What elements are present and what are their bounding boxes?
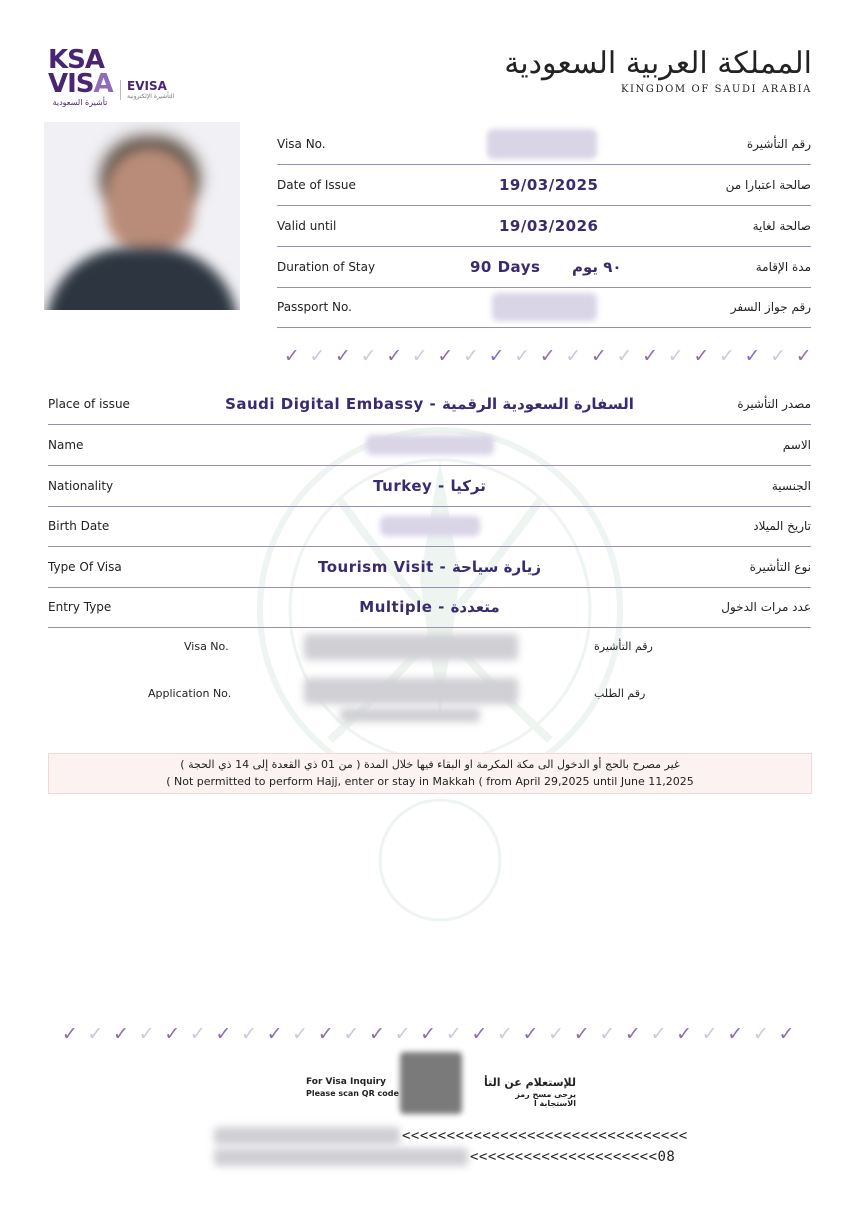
check-mark-icon: ✓: [522, 1023, 539, 1045]
check-mark-icon: ✓: [113, 1023, 129, 1045]
visa-no-label: Visa No.: [277, 137, 326, 151]
check-mark-icon: ✓: [164, 1023, 181, 1045]
name-label: Name: [48, 438, 84, 452]
birth-date-row: [48, 506, 811, 547]
nationality-value: Turkey - تركيا: [373, 477, 486, 495]
check-mark-icon: ✓: [770, 345, 787, 367]
sub-application-no-redacted: [304, 678, 518, 704]
visa-no-redacted: [487, 129, 597, 159]
check-mark-icon: ✓: [795, 345, 812, 367]
type-of-visa-label: Type Of Visa: [48, 560, 122, 574]
date-of-issue-label: Date of Issue: [277, 178, 356, 192]
check-mark-icon: ✓: [693, 345, 710, 367]
check-mark-icon: ✓: [471, 1023, 488, 1045]
check-mark-icon: ✓: [718, 345, 735, 367]
ksa-logo-subtitle: تأشيرة السعودية: [52, 98, 108, 107]
name-row: [48, 425, 811, 466]
check-mark-icon: ✓: [215, 1023, 232, 1045]
sub-visa-no-redacted: [304, 634, 518, 660]
passport-no-label: Passport No.: [277, 300, 352, 314]
mrz-line1: <<<<<<<<<<<<<<<<<<<<<<<<<<<<<<<<: [402, 1128, 688, 1144]
check-mark-icon: ✓: [283, 345, 300, 367]
date-of-issue-label-ar: صالحة اعتبارا من: [725, 178, 811, 192]
birth-date-label: Birth Date: [48, 519, 110, 533]
passport-no-redacted: [492, 293, 597, 321]
check-mark-icon: ✓: [642, 345, 659, 367]
valid-until-value: 19/03/2026: [499, 217, 599, 235]
check-mark-icon: ✓: [650, 1023, 667, 1045]
ksa-logo-vis: VIS: [48, 69, 94, 99]
check-mark-icon: ✓: [514, 345, 531, 367]
hajj-notice: [48, 753, 812, 794]
ksa-logo-a: A: [93, 69, 113, 99]
check-mark-icon: ✓: [309, 345, 326, 367]
place-of-issue-label: Place of issue: [48, 397, 130, 411]
birth-date-label-ar: تاريخ الميلاد: [753, 519, 811, 533]
check-mark-icon: ✓: [667, 345, 684, 367]
nationality-label-ar: الجنسية: [771, 479, 811, 493]
name-redacted: [366, 435, 494, 455]
duration-label: Duration of Stay: [277, 260, 376, 274]
kingdom-title-ar: المملكة العربية السعودية: [504, 46, 812, 81]
holder-photo: [44, 122, 240, 310]
kingdom-title-en: KINGDOM OF SAUDI ARABIA: [620, 84, 812, 95]
valid-until-label: Valid until: [277, 219, 337, 233]
check-mark-icon: ✓: [437, 345, 454, 367]
check-mark-icon: ✓: [420, 1023, 437, 1045]
kingdom-title: [504, 44, 812, 95]
check-mark-icon: ✓: [266, 1023, 283, 1045]
qr-code[interactable]: [400, 1052, 462, 1114]
check-mark-icon: ✓: [368, 1023, 385, 1045]
evisa-logo: [120, 80, 174, 100]
entry-type-label: Entry Type: [48, 600, 112, 614]
sub-application-no-label: Application No.: [148, 687, 232, 700]
sub-application-no-redacted-2: [340, 708, 480, 722]
check-band-top: [279, 345, 816, 367]
duration-row: [277, 247, 811, 288]
check-mark-icon: ✓: [87, 1023, 104, 1045]
check-mark-icon: ✓: [548, 1023, 565, 1045]
check-mark-icon: ✓: [539, 345, 556, 367]
duration-label-ar: مدة الإقامة: [755, 260, 811, 274]
check-mark-icon: ✓: [488, 345, 505, 367]
type-of-visa-row: [48, 547, 811, 588]
check-mark-icon: ✓: [343, 1023, 360, 1045]
inquiry-subtitle-en: Please scan QR code: [306, 1089, 399, 1098]
nationality-label: Nationality: [48, 479, 114, 493]
place-of-issue-value: Saudi Digital Embassy - السفارة السعودية الرقمية: [225, 395, 634, 413]
entry-type-row: [48, 587, 811, 628]
check-mark-icon: ✓: [573, 1023, 590, 1045]
visa-no-row: [277, 124, 811, 165]
check-mark-icon: ✓: [744, 345, 761, 367]
ksa-logo-line2: [48, 69, 128, 99]
evisa-title: EVISA: [127, 79, 167, 93]
passport-no-label-ar: رقم جواز السفر: [730, 300, 811, 314]
check-mark-icon: ✓: [462, 345, 479, 367]
evisa-subtitle: التأشيرة الإلكترونية: [127, 93, 175, 100]
check-mark-icon: ✓: [411, 345, 428, 367]
entry-type-label-ar: عدد مرات الدخول: [721, 600, 811, 614]
mrz-line2-redacted: [214, 1148, 468, 1166]
check-mark-icon: ✓: [624, 1023, 641, 1045]
check-mark-icon: ✓: [727, 1023, 744, 1045]
check-mark-icon: ✓: [335, 345, 351, 367]
mrz-line1-redacted: [214, 1127, 400, 1145]
valid-until-row: [277, 206, 811, 247]
date-of-issue-value: 19/03/2025: [499, 176, 599, 194]
hajj-notice-ar: غير مصرح بالحج أو الدخول الى مكة المكرمة او البقاء فيها خلال المدة ( من 01 ذي القعدة إلى 14 ذي الحجة ): [180, 758, 680, 771]
check-mark-icon: ✓: [599, 1023, 616, 1045]
check-mark-icon: ✓: [616, 345, 633, 367]
check-mark-icon: ✓: [240, 1023, 257, 1045]
check-mark-icon: ✓: [61, 1023, 78, 1045]
ksa-logo-line1: KSA: [48, 45, 104, 75]
type-of-visa-value: Tourism Visit - زيارة سياحة: [318, 558, 541, 576]
check-mark-icon: ✓: [292, 1023, 309, 1045]
check-mark-icon: ✓: [701, 1023, 718, 1045]
check-mark-icon: ✓: [360, 345, 377, 367]
check-mark-icon: ✓: [676, 1023, 692, 1045]
sub-application-no-label-ar: رقم الطلب: [594, 687, 646, 700]
check-mark-icon: ✓: [590, 345, 607, 367]
sub-visa-no-label: Visa No.: [184, 640, 229, 653]
mrz-line2: <<<<<<<<<<<<<<<<<<<<<08: [470, 1149, 676, 1165]
valid-until-label-ar: صالحة لغاية: [752, 219, 811, 233]
inquiry-title-en: For Visa Inquiry: [306, 1077, 386, 1087]
name-label-ar: الاسم: [782, 438, 811, 452]
nationality-row: [48, 466, 811, 507]
birth-date-redacted: [380, 516, 480, 536]
check-mark-icon: ✓: [565, 345, 582, 367]
check-mark-icon: ✓: [445, 1023, 462, 1045]
place-of-issue-row: [48, 384, 811, 425]
check-mark-icon: ✓: [317, 1023, 334, 1045]
duration-value: 90 Days: [470, 258, 541, 276]
place-of-issue-label-ar: مصدر التأشيرة: [737, 397, 811, 411]
hajj-notice-en: ( Not permitted to perform Hajj, enter or stay in Makkah ( from April 29,2025 until June 11,2025: [166, 775, 694, 788]
check-band-bottom: [57, 1023, 799, 1045]
type-of-visa-label-ar: نوع التأشيرة: [749, 560, 811, 574]
passport-no-row: [277, 287, 811, 328]
check-mark-icon: ✓: [752, 1023, 769, 1045]
visa-no-label-ar: رقم التأشيرة: [746, 137, 811, 151]
entry-type-value: Multiple - متعددة: [359, 598, 500, 616]
check-mark-icon: ✓: [189, 1023, 206, 1045]
sub-visa-no-label-ar: رقم التأشيرة: [594, 640, 653, 653]
check-mark-icon: ✓: [386, 345, 403, 367]
check-mark-icon: ✓: [394, 1023, 411, 1045]
check-mark-icon: ✓: [496, 1023, 513, 1045]
check-mark-icon: ✓: [778, 1023, 795, 1045]
ksa-visa-logo: [48, 45, 128, 107]
inquiry-title-ar: للإستعلام عن التأ: [483, 1076, 576, 1089]
date-of-issue-row: [277, 165, 811, 206]
duration-value-ar: ٩٠ يوم: [572, 258, 622, 276]
check-mark-icon: ✓: [138, 1023, 155, 1045]
inquiry-subtitle-ar: يرجى مسح رمز الاستجابة ا: [515, 1090, 576, 1108]
